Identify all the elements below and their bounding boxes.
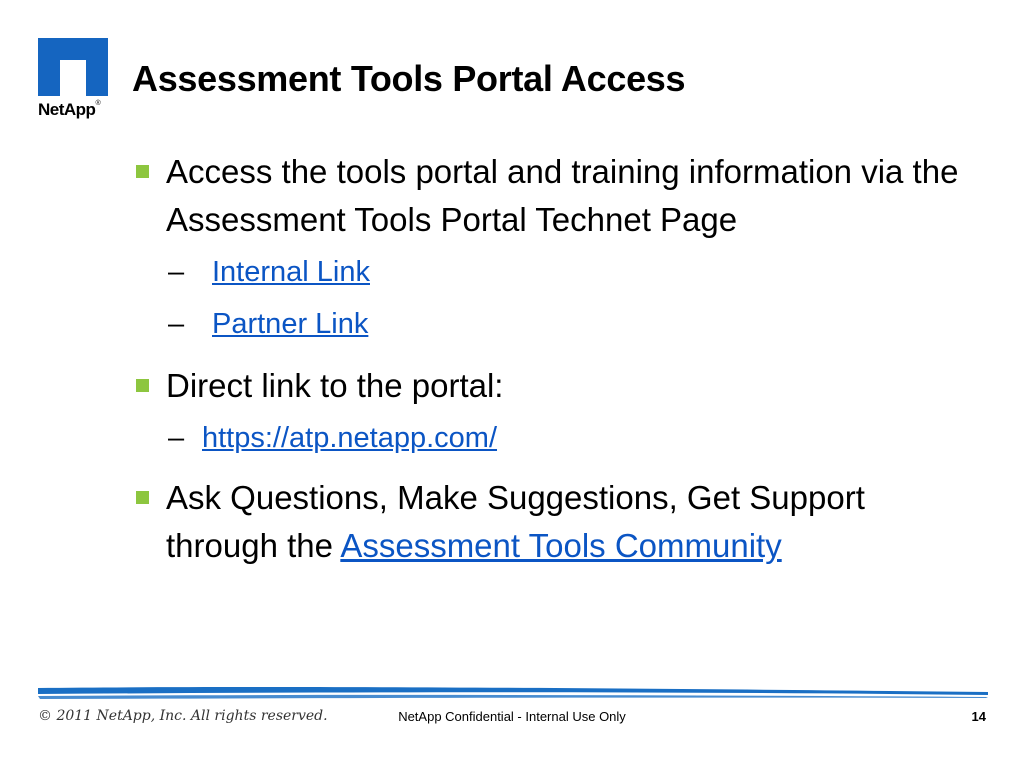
bullet-square-icon [136, 491, 149, 504]
dash-marker: – [168, 256, 185, 288]
netapp-logo-mark-icon [38, 38, 108, 96]
bullet-square-icon [136, 165, 149, 178]
confidential-notice: NetApp Confidential - Internal Use Only [398, 709, 626, 724]
community-link[interactable]: Assessment Tools Community [340, 527, 782, 564]
page-number: 14 [971, 709, 986, 724]
dash-marker: – [168, 308, 185, 340]
internal-link[interactable]: Internal Link [212, 256, 370, 288]
bullet-square-icon [136, 379, 149, 392]
bullet-text: Direct link to the portal: [166, 367, 504, 404]
sub-item [132, 252, 962, 292]
netapp-logo [38, 38, 112, 122]
slide-title: Assessment Tools Portal Access [132, 58, 686, 99]
dash-marker: – [168, 422, 185, 454]
netapp-logo-wordmark: NetApp® [38, 100, 101, 119]
partner-link[interactable]: Partner Link [212, 308, 369, 340]
bullet-text: Access the tools portal and training information via the Assessment Tools Portal Technet Page [166, 153, 959, 238]
bullet-item [132, 148, 962, 244]
bullet-text: Ask Questions, Make Suggestions, Get Support through the [166, 479, 865, 564]
footer-brush-rule [38, 684, 988, 702]
sub-item [132, 304, 962, 344]
bullet-item [132, 362, 962, 410]
copyright-text: © 2011 NetApp, Inc. All rights reserved. [38, 708, 328, 724]
sub-item [132, 418, 962, 458]
portal-url-link[interactable]: https://atp.netapp.com/ [202, 422, 498, 454]
slide-body [132, 148, 962, 578]
bullet-item [132, 474, 962, 570]
